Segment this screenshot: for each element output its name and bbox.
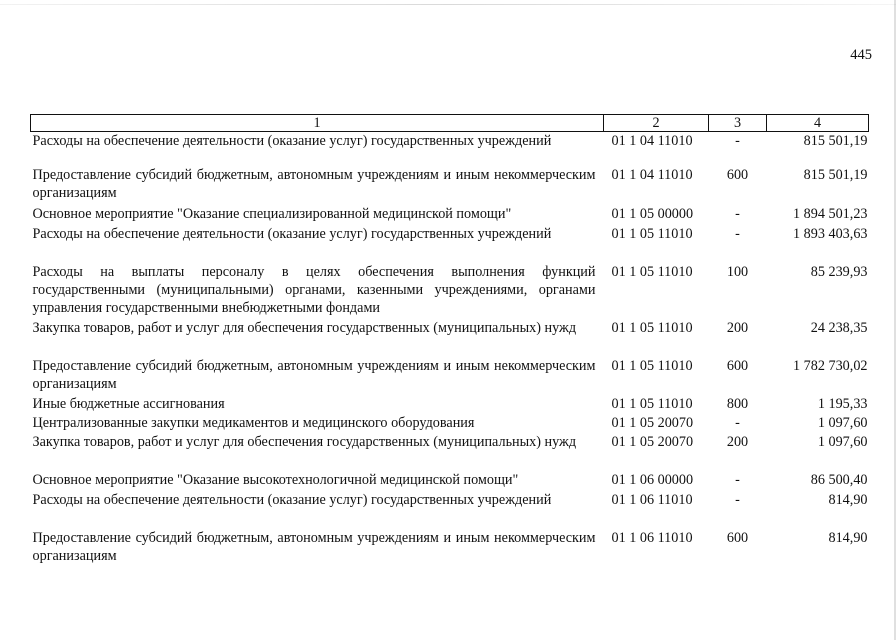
header-col-1: 1 bbox=[31, 115, 604, 132]
table-row bbox=[31, 433, 869, 471]
row-name: Закупка товаров, работ и услуг для обеспечения государственных (муниципальных) нужд bbox=[32, 319, 577, 336]
row-code: 01 1 05 11010 bbox=[611, 395, 693, 412]
row-type: 200 bbox=[726, 319, 749, 336]
header-col-2: 2 bbox=[604, 115, 709, 132]
row-code: 01 1 04 11010 bbox=[611, 133, 693, 149]
row-type: - bbox=[735, 205, 740, 222]
table-row bbox=[31, 471, 869, 491]
table-row bbox=[31, 357, 869, 395]
header-col-3: 3 bbox=[709, 115, 767, 132]
row-name: Расходы на обеспечение деятельности (оказание услуг) государственных учреждений bbox=[32, 133, 552, 149]
row-code: 01 1 06 00000 bbox=[611, 471, 694, 488]
row-name: Закупка товаров, работ и услуг для обеспечения государственных (муниципальных) нужд bbox=[32, 433, 577, 450]
row-code: 01 1 04 11010 bbox=[611, 166, 693, 183]
row-code: 01 1 06 11010 bbox=[611, 529, 693, 546]
row-type: 600 bbox=[726, 166, 749, 183]
row-name: Основное мероприятие "Оказание высокотехнологичной медицинской помощи" bbox=[32, 471, 519, 488]
row-amount: 1 782 730,02 bbox=[793, 357, 868, 374]
table-row bbox=[31, 414, 869, 433]
row-amount: 1 097,60 bbox=[817, 414, 868, 431]
row-code: 01 1 05 11010 bbox=[611, 357, 693, 374]
row-amount: 86 500,40 bbox=[810, 471, 868, 488]
table-row bbox=[31, 395, 869, 414]
row-amount: 1 195,33 bbox=[817, 395, 868, 412]
row-type: 100 bbox=[726, 263, 749, 280]
row-code: 01 1 06 11010 bbox=[611, 491, 693, 508]
row-type: 200 bbox=[726, 433, 749, 450]
row-name: Предоставление субсидий бюджетным, автономным учреждениям и иным некоммерческим организациям bbox=[32, 166, 596, 201]
row-name: Централизованные закупки медикаментов и медицинского оборудования bbox=[32, 414, 475, 431]
budget-table bbox=[30, 114, 869, 567]
row-type: - bbox=[735, 414, 740, 431]
row-type: 800 bbox=[726, 395, 749, 412]
row-type: - bbox=[735, 471, 740, 488]
table-body bbox=[31, 132, 869, 567]
table-row bbox=[31, 225, 869, 263]
row-type: 600 bbox=[726, 529, 749, 546]
row-amount: 1 097,60 bbox=[817, 433, 868, 450]
row-type: - bbox=[735, 491, 740, 508]
row-amount: 24 238,35 bbox=[810, 319, 868, 336]
row-code: 01 1 05 20070 bbox=[611, 414, 694, 431]
row-code: 01 1 05 11010 bbox=[611, 263, 693, 280]
row-code: 01 1 05 20070 bbox=[611, 433, 694, 450]
scan-edge-top bbox=[0, 4, 896, 5]
row-name: Основное мероприятие "Оказание специализированной медицинской помощи" bbox=[32, 205, 512, 222]
row-type: - bbox=[735, 225, 740, 242]
row-name: Предоставление субсидий бюджетным, автономным учреждениям и иным некоммерческим организациям bbox=[32, 529, 596, 564]
row-amount: 85 239,93 bbox=[810, 263, 868, 280]
row-name: Расходы на выплаты персоналу в целях обеспечения выполнения функций государственными (муниципальными) органами, казенными учреждениями, органами управления государственными внебюджетными фондами bbox=[32, 263, 596, 316]
row-code: 01 1 05 11010 bbox=[611, 319, 693, 336]
table-row bbox=[31, 263, 869, 319]
row-code: 01 1 05 00000 bbox=[611, 205, 694, 222]
row-amount: 815 501,19 bbox=[803, 166, 868, 183]
row-type: 600 bbox=[726, 357, 749, 374]
header-col-4: 4 bbox=[767, 115, 869, 132]
row-amount: 1 894 501,23 bbox=[793, 205, 868, 222]
table-row bbox=[31, 529, 869, 567]
table-row bbox=[31, 132, 869, 166]
table-row bbox=[31, 319, 869, 357]
row-amount: 814,90 bbox=[828, 491, 868, 508]
table-header bbox=[31, 115, 869, 132]
row-name: Предоставление субсидий бюджетным, автономным учреждениям и иным некоммерческим организациям bbox=[32, 357, 596, 392]
table-row bbox=[31, 491, 869, 529]
row-type: - bbox=[735, 133, 740, 149]
table-row bbox=[31, 166, 869, 205]
row-amount: 1 893 403,63 bbox=[793, 225, 868, 242]
page-number: 445 bbox=[850, 47, 872, 63]
row-name: Расходы на обеспечение деятельности (оказание услуг) государственных учреждений bbox=[32, 225, 552, 242]
row-code: 01 1 05 11010 bbox=[611, 225, 693, 242]
table-row bbox=[31, 205, 869, 225]
row-name: Иные бюджетные ассигнования bbox=[32, 395, 225, 412]
row-amount: 814,90 bbox=[828, 529, 868, 546]
row-name: Расходы на обеспечение деятельности (оказание услуг) государственных учреждений bbox=[32, 491, 552, 508]
row-amount: 815 501,19 bbox=[803, 133, 868, 149]
